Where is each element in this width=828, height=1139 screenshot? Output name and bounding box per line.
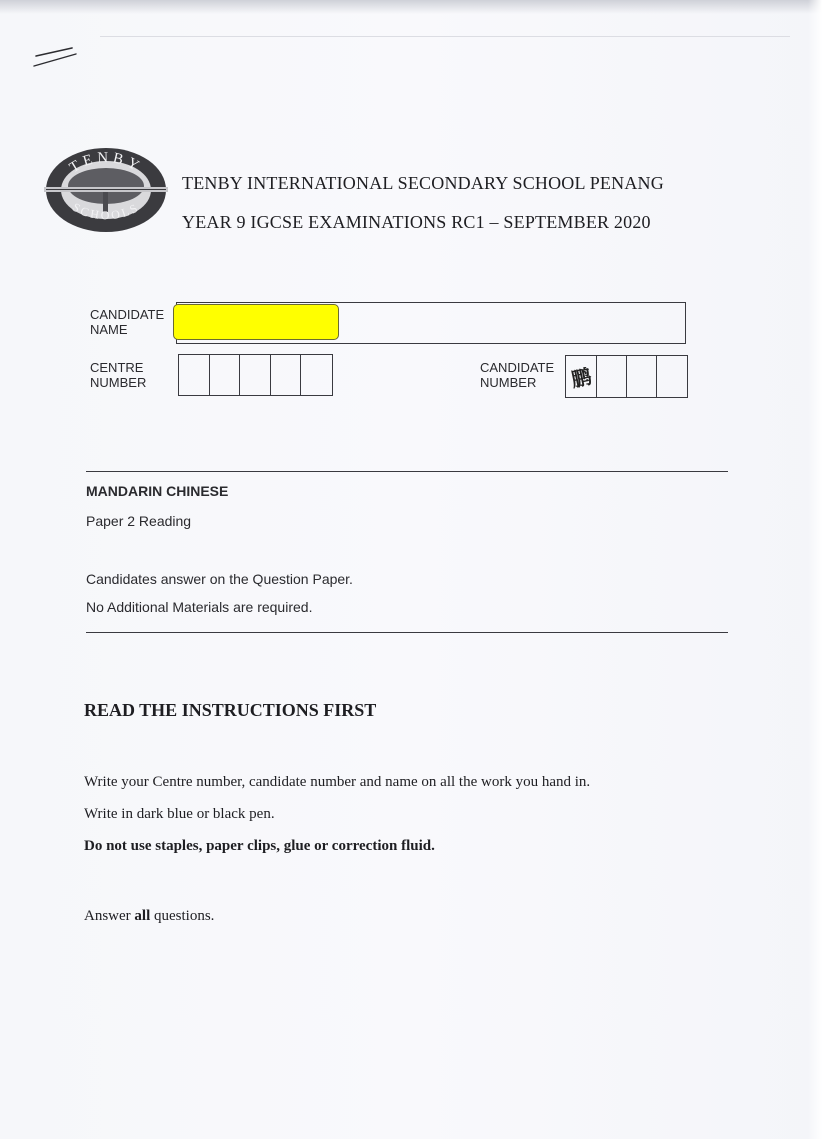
school-name: TENBY INTERNATIONAL SECONDARY SCHOOL PENANG (182, 173, 664, 193)
pen-tick-icon (32, 44, 80, 72)
centre-digit-box[interactable] (210, 355, 241, 395)
instructions-heading: READ THE INSTRUCTIONS FIRST (84, 700, 377, 720)
exam-title: YEAR 9 IGCSE EXAMINATIONS RC1 – SEPTEMBER 2020 (182, 212, 651, 232)
scan-shadow (0, 0, 828, 14)
logo-top-text: TENBY (66, 149, 145, 177)
centre-digit-box[interactable] (301, 355, 332, 395)
svg-text:TENBY (67, 150, 145, 176)
candidate-digit-box[interactable] (566, 356, 597, 397)
candidate-number-label: CANDIDATE NUMBER (480, 360, 555, 390)
instruction-line-4-prefix: Answer (84, 908, 135, 924)
name-redaction-highlight (173, 304, 339, 340)
centre-digit-box[interactable] (240, 355, 271, 395)
materials-note: No Additional Materials are required. (86, 599, 313, 615)
instruction-line-1: Write your Centre number, candidate number and name on all the work you hand in. (84, 774, 591, 790)
logo-bottom-text: SCHOOLS (69, 199, 143, 223)
centre-digit-box[interactable] (271, 355, 302, 395)
answer-on-paper-note: Candidates answer on the Question Paper. (86, 571, 353, 587)
candidate-digit-box[interactable] (657, 356, 687, 397)
paper-name: Paper 2 Reading (86, 513, 192, 529)
candidate-digit-box[interactable] (597, 356, 628, 397)
instruction-line-4-suffix: questions. (150, 908, 215, 924)
instruction-line-2: Write in dark blue or black pen. (84, 806, 275, 822)
centre-number-label: CENTRE NUMBER (90, 360, 147, 390)
candidate-name-label: CANDIDATE NAME (90, 307, 165, 337)
subject-title: MANDARIN CHINESE (86, 483, 229, 499)
centre-digit-box[interactable] (179, 355, 210, 395)
centre-number-field[interactable] (178, 354, 333, 396)
scan-edge (808, 0, 828, 1139)
candidate-digit-box[interactable] (627, 356, 657, 397)
candidate-number-field[interactable] (565, 355, 688, 398)
svg-text:SCHOOLS (70, 200, 142, 222)
instruction-line-3: Do not use staples, paper clips, glue or correction fluid. (84, 838, 435, 854)
instruction-line-4-emphasis: all (134, 908, 151, 924)
divider-bottom (86, 632, 728, 633)
scan-artifact-line (100, 36, 790, 37)
instruction-line-4 (84, 908, 214, 925)
divider-top (86, 471, 728, 472)
handwritten-character: 鹏 (568, 364, 594, 392)
logo-text-holder (44, 146, 168, 234)
logo-lettering (44, 146, 168, 234)
